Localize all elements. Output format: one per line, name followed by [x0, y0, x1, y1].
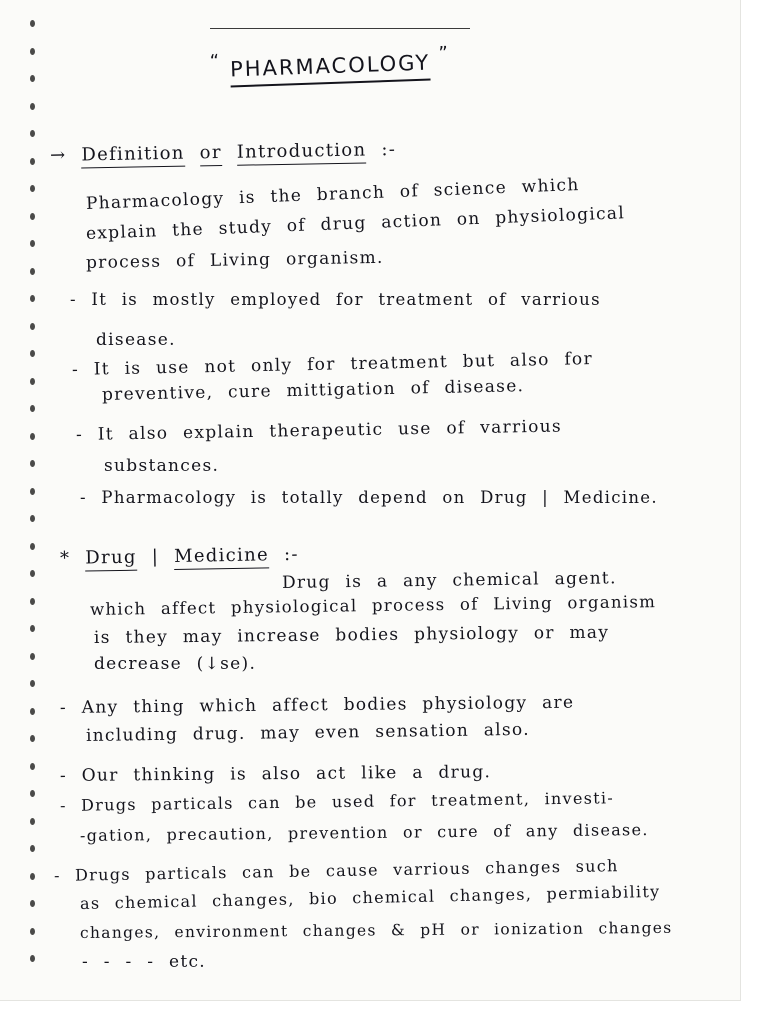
binding-hole [30, 708, 35, 715]
definition-bullet-line: disease. [96, 330, 176, 350]
binding-hole [30, 955, 35, 962]
binding-hole [30, 433, 35, 440]
binding-holes [26, 20, 40, 980]
binding-hole [30, 488, 35, 495]
definition-bullet-line: - It is mostly employed for treatment of varrious [70, 290, 601, 309]
drug-bullet-line: including drug. may even sensation also. [85, 719, 531, 746]
binding-hole [30, 460, 35, 467]
drug-definition-line: Drug is a any chemical agent. [281, 568, 617, 593]
drug-bullet-line: - Any thing which affect bodies physiology are [59, 692, 575, 718]
binding-hole [30, 873, 35, 880]
binding-hole [30, 928, 35, 935]
definition-heading-word: Definition [81, 143, 185, 169]
definition-heading-or: or [200, 142, 222, 166]
definition-bullet-line: substances. [104, 456, 220, 476]
binding-hole [30, 405, 35, 412]
binding-hole [30, 378, 35, 385]
binding-hole [30, 20, 35, 27]
title-text: PHARMACOLOGY [230, 51, 431, 88]
binding-hole [30, 735, 35, 742]
drug-bullet-line: - - - - etc. [82, 952, 207, 972]
drug-bullet-line: changes, environment changes & pH or ionization changes [79, 918, 673, 942]
title-open-quote: “ [209, 50, 222, 73]
definition-heading-suffix: :- [381, 138, 397, 161]
page-title [209, 42, 451, 82]
binding-hole [30, 185, 35, 192]
binding-hole [30, 515, 35, 522]
drug-para-line: decrease (↓se). [94, 654, 257, 674]
binding-hole [30, 680, 35, 687]
binding-hole [30, 900, 35, 907]
binding-hole [30, 240, 35, 247]
drug-heading-medicine: Medicine [174, 544, 269, 570]
star-icon: * [59, 547, 71, 569]
definition-heading-introduction: Introduction [237, 139, 367, 165]
binding-hole [30, 268, 35, 275]
definition-bullet-line: - Pharmacology is totally depend on Drug | Medicine. [80, 488, 658, 507]
binding-hole [30, 818, 35, 825]
binding-hole [30, 790, 35, 797]
binding-hole [30, 845, 35, 852]
binding-hole [30, 598, 35, 605]
definition-heading [50, 139, 397, 166]
drug-heading-word: Drug [85, 547, 137, 572]
binding-hole [30, 75, 35, 82]
binding-hole [30, 103, 35, 110]
drug-para-line: which affect physiological process of Living organism [89, 592, 657, 619]
binding-hole [30, 543, 35, 550]
drug-bullet-line: - Drugs particals can be cause varrious changes such [53, 856, 619, 885]
drug-bullet-line: -gation, precaution, prevention or cure of any disease. [79, 820, 649, 845]
drug-heading-separator: | [151, 546, 160, 568]
binding-hole [30, 130, 35, 137]
drug-bullet-line: as chemical changes, bio chemical changes, permiability [79, 881, 661, 913]
binding-hole [30, 158, 35, 165]
definition-bullet-line: preventive, cure mittigation of disease. [101, 376, 525, 405]
drug-para-line: is they may increase bodies physiology or may [93, 622, 610, 648]
drug-heading [60, 544, 299, 569]
binding-hole [30, 763, 35, 770]
drug-heading-suffix: :- [283, 543, 299, 566]
definition-para-line: explain the study of drug action on physiological [85, 203, 626, 244]
binding-hole [30, 295, 35, 302]
definition-para-line: Pharmacology is the branch of science which [85, 175, 580, 214]
top-rule [210, 28, 470, 29]
definition-bullet-line: - It is use not only for treatment but also for [71, 349, 594, 380]
arrow-icon: → [49, 144, 67, 166]
definition-bullet-line: - It also explain therapeutic use of varrious [75, 416, 563, 445]
definition-para-line: process of Living organism. [85, 247, 384, 273]
drug-bullet-line: - Drugs particals can be used for treatment, investi- [59, 788, 615, 815]
title-close-quote: ” [438, 42, 451, 65]
binding-hole [30, 653, 35, 660]
drug-bullet-line: - Our thinking is also act like a drug. [59, 762, 492, 786]
binding-hole [30, 350, 35, 357]
binding-hole [30, 570, 35, 577]
binding-hole [30, 48, 35, 55]
binding-hole [30, 323, 35, 330]
binding-hole [30, 625, 35, 632]
binding-hole [30, 213, 35, 220]
